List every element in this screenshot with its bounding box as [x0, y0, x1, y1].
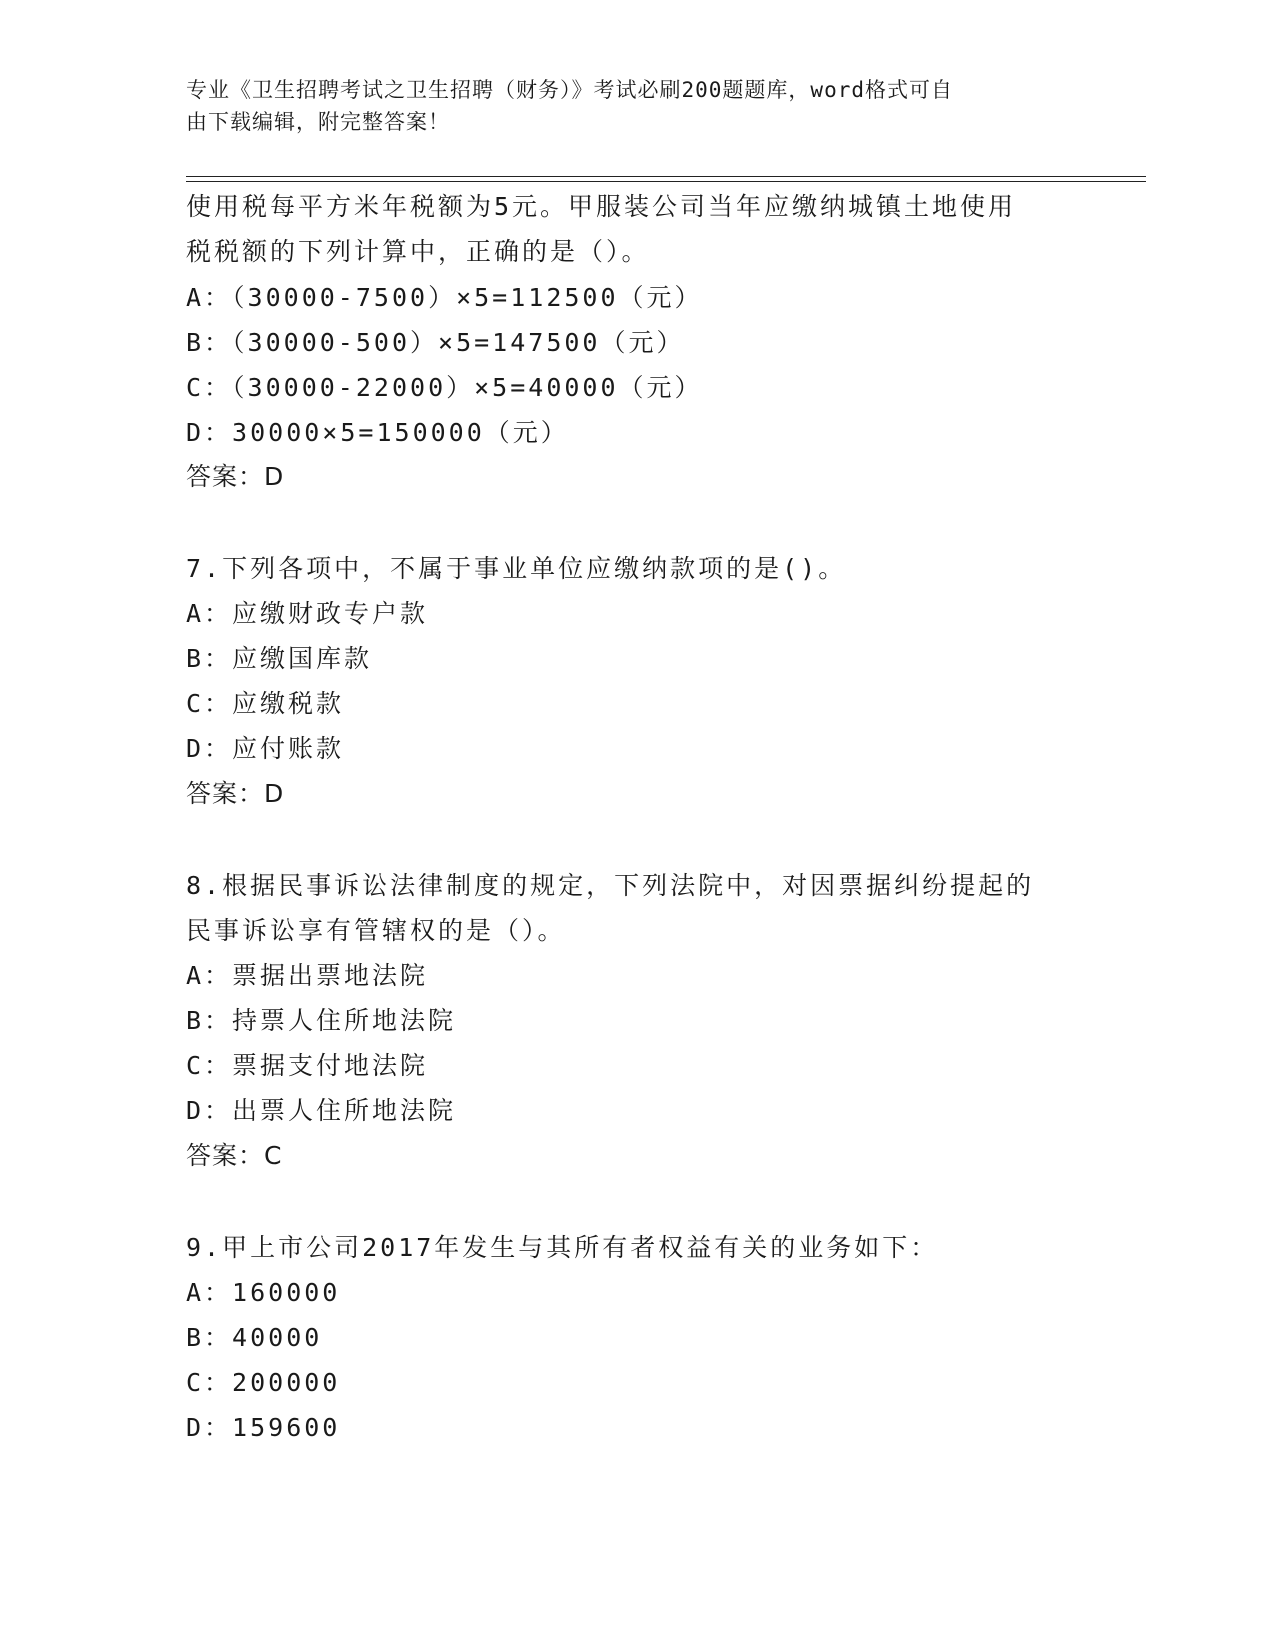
q7-text-line-1: 7.下列各项中，不属于事业单位应缴纳款项的是()。: [186, 554, 847, 583]
document-header: [186, 74, 1066, 138]
q8-answer: 答案：C: [186, 1141, 283, 1170]
q6-text-line-2: 税税额的下列计算中，正确的是（）。: [186, 237, 650, 266]
header-line-2: 由下载编辑，附完整答案！: [186, 110, 450, 134]
q8-option-a: A：票据出票地法院: [186, 961, 429, 990]
header-divider-top: [186, 176, 1146, 177]
q7-option-d: D：应付账款: [186, 734, 345, 763]
q8-text-line-2: 民事诉讼享有管辖权的是（）。: [186, 916, 566, 945]
q6-text-line-1: 使用税每平方米年税额为5元。甲服装公司当年应缴纳城镇土地使用: [186, 192, 1017, 221]
q7-option-c: C：应缴税款: [186, 689, 345, 718]
q8-option-c: C：票据支付地法院: [186, 1051, 429, 1080]
q6-answer: 答案：D: [186, 462, 285, 491]
q6-option-a: A：（30000-7500）×5=112500（元）: [186, 283, 703, 312]
q6-option-c: C：（30000-22000）×5=40000（元）: [186, 373, 703, 402]
q9-option-b: B：40000: [186, 1323, 323, 1352]
q6-option-d: D：30000×5=150000（元）: [186, 418, 569, 447]
q6-option-b: B：（30000-500）×5=147500（元）: [186, 328, 685, 357]
q9-option-d: D：159600: [186, 1413, 341, 1442]
header-divider-bottom: [186, 181, 1146, 182]
q7-answer: 答案：D: [186, 779, 285, 808]
q7-option-b: B：应缴国库款: [186, 644, 373, 673]
q8-option-d: D：出票人住所地法院: [186, 1096, 457, 1125]
q9-text-line-1: 9.甲上市公司2017年发生与其所有者权益有关的业务如下：: [186, 1233, 939, 1262]
q9-option-a: A：160000: [186, 1278, 341, 1307]
q9-option-c: C：200000: [186, 1368, 341, 1397]
q7-option-a: A：应缴财政专户款: [186, 599, 429, 628]
q8-text-line-1: 8.根据民事诉讼法律制度的规定，下列法院中，对因票据纠纷提起的: [186, 871, 1035, 900]
header-line-1: 专业《卫生招聘考试之卫生招聘（财务）》考试必刷200题题库，word格式可自: [186, 78, 953, 102]
q8-option-b: B：持票人住所地法院: [186, 1006, 457, 1035]
